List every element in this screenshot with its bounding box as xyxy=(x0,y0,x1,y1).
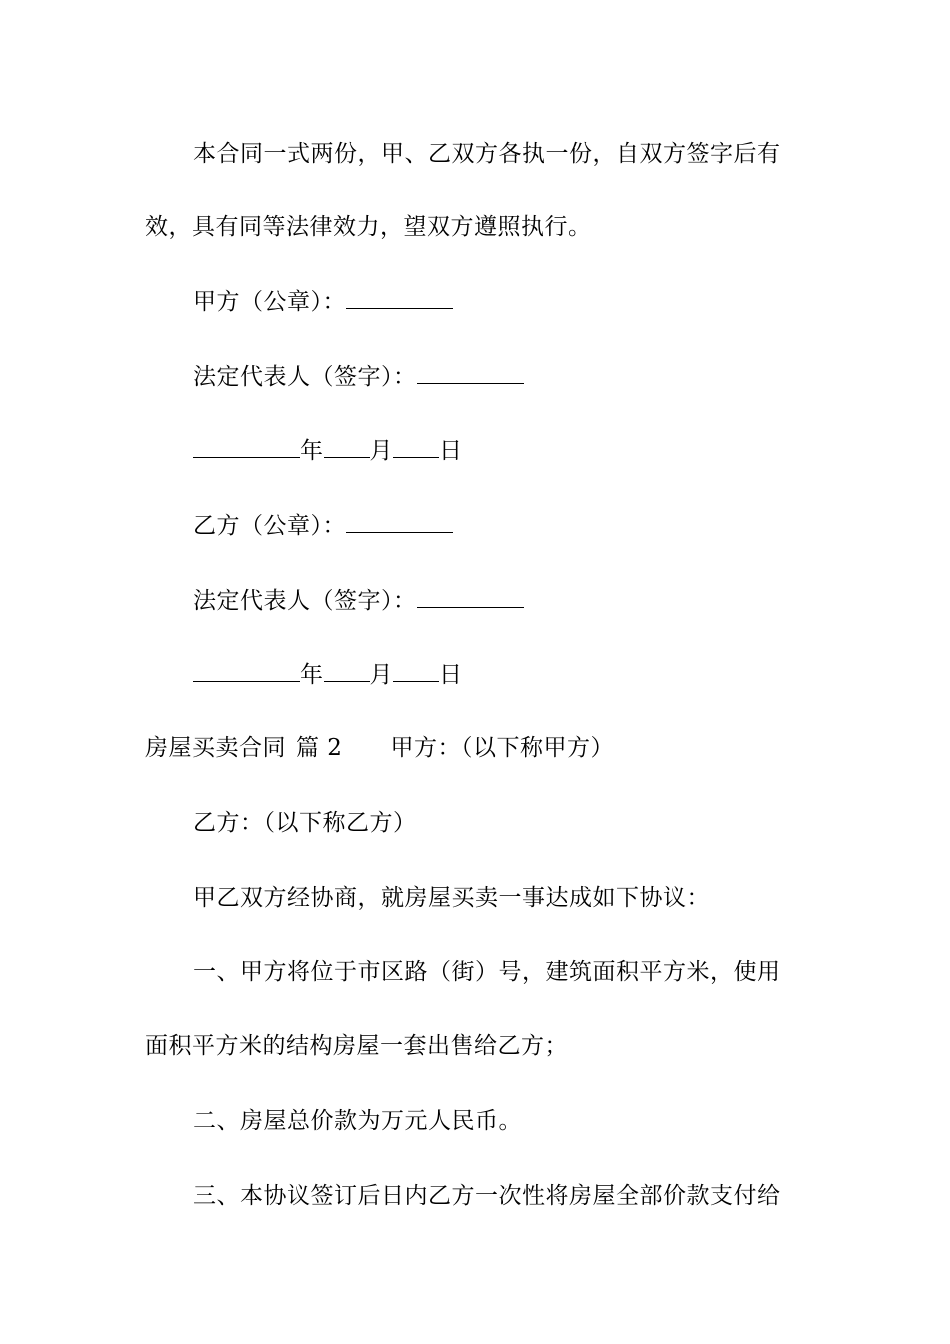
contract2-party-b: 乙方：（以下称乙方） xyxy=(193,810,417,836)
blank-underline xyxy=(193,659,300,682)
contract2-party-a: 甲方：（以下称甲方） xyxy=(390,735,614,761)
intro-paragraph: 甲乙双方经协商，就房屋买卖一事达成如下协议： xyxy=(193,885,710,911)
month-label: 月 xyxy=(369,438,393,464)
blank-underline xyxy=(393,659,439,682)
blank-underline xyxy=(417,361,524,384)
contract2-part: 篇 2 xyxy=(296,735,343,761)
day-label: 日 xyxy=(439,438,463,464)
party-a-rep-line xyxy=(193,361,863,391)
paragraph-line: 本合同一式两份，甲、乙双方各执一份，自双方签字后有 xyxy=(193,141,781,167)
blank-underline xyxy=(193,435,300,458)
contract2-title: 房屋买卖合同 xyxy=(145,735,286,761)
party-b-rep-line xyxy=(193,585,863,615)
date-line-b xyxy=(193,659,863,689)
contract2-heading xyxy=(145,733,815,763)
blank-underline xyxy=(417,585,524,608)
party-b-seal-line xyxy=(193,510,863,540)
party-b-seal-label: 乙方（公章）： xyxy=(193,513,346,539)
blank-underline xyxy=(346,286,453,309)
clause-3-line: 三、本协议签订后日内乙方一次性将房屋全部价款支付给 xyxy=(193,1183,781,1209)
party-a-rep-label: 法定代表人（签字）： xyxy=(193,364,417,390)
blank-underline xyxy=(393,435,439,458)
blank-underline xyxy=(324,435,370,458)
party-b-rep-label: 法定代表人（签字）： xyxy=(193,588,417,614)
paragraph-line: 效，具有同等法律效力，望双方遵照执行。 xyxy=(145,214,592,240)
clause-1-line: 面积平方米的结构房屋一套出售给乙方； xyxy=(145,1033,568,1059)
date-line-a xyxy=(193,435,863,465)
year-label: 年 xyxy=(300,662,324,688)
day-label: 日 xyxy=(439,662,463,688)
blank-underline xyxy=(346,510,453,533)
party-a-seal-line xyxy=(193,286,863,316)
year-label: 年 xyxy=(300,438,324,464)
clause-2: 二、房屋总价款为万元人民币。 xyxy=(193,1108,522,1134)
party-a-seal-label: 甲方（公章）： xyxy=(193,289,346,315)
blank-underline xyxy=(324,659,370,682)
clause-1-line: 一、甲方将位于市区路（街）号，建筑面积平方米，使用 xyxy=(193,959,781,985)
month-label: 月 xyxy=(369,662,393,688)
